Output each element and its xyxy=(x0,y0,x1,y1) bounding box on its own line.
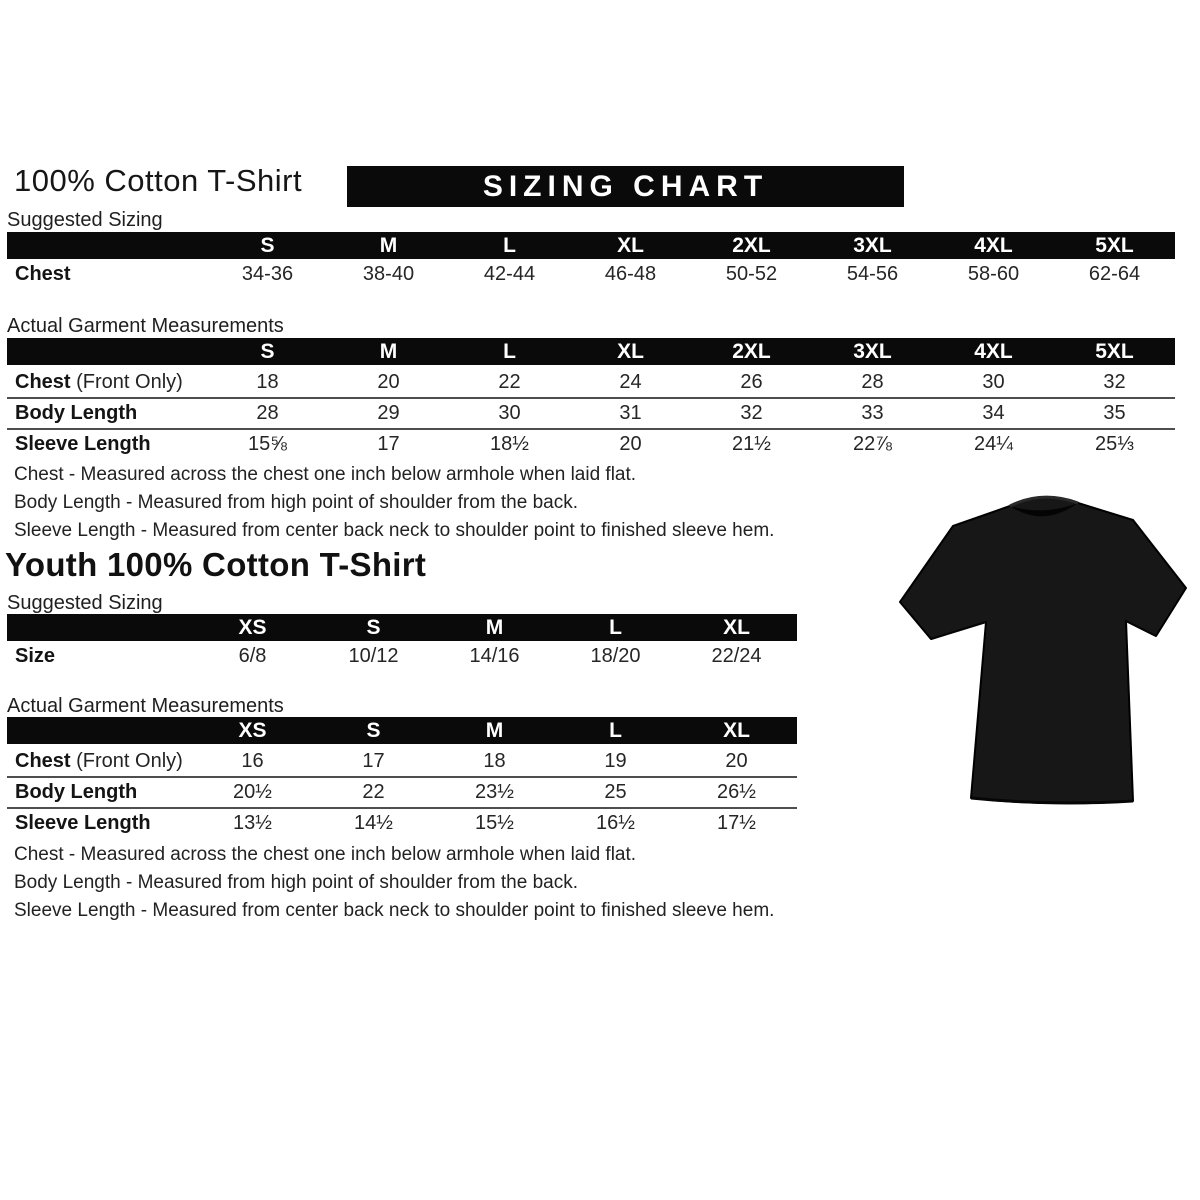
cell: 17 xyxy=(328,429,449,459)
cell: 20 xyxy=(570,429,691,459)
cell: 17½ xyxy=(676,808,797,838)
table-row xyxy=(7,398,1175,429)
note-line: Sleeve Length - Measured from center back neck to shoulder point to finished sleeve hem. xyxy=(14,520,775,541)
row-label: Size xyxy=(15,645,56,667)
row-label: Chest xyxy=(15,263,71,285)
cell: 58-60 xyxy=(967,263,1020,285)
column-header: XL xyxy=(676,717,797,746)
cell: 18 xyxy=(256,371,279,393)
column-header: L xyxy=(555,717,676,746)
cell: 13½ xyxy=(192,808,313,838)
row-label: Chest (Front Only) xyxy=(15,750,183,772)
note-line: Chest - Measured across the chest one inch below armhole when laid flat. xyxy=(14,464,637,485)
cell: 42-44 xyxy=(483,263,536,285)
cell: 30 xyxy=(449,398,570,429)
table-header-row xyxy=(7,338,1175,367)
youth-actual-table xyxy=(7,717,797,838)
cell: 26½ xyxy=(676,777,797,808)
column-header: S xyxy=(313,614,434,641)
adult-actual-label: Actual Garment Measurements xyxy=(7,315,284,337)
cell: 29 xyxy=(328,398,449,429)
cell: 32 xyxy=(691,398,812,429)
row-label: Chest (Front Only) xyxy=(15,371,183,393)
cell: 14½ xyxy=(313,808,434,838)
column-header: XS xyxy=(192,717,313,746)
column-header: S xyxy=(207,338,328,367)
adult-suggested-label: Suggested Sizing xyxy=(7,209,163,231)
cell: 16 xyxy=(241,750,264,772)
table-row xyxy=(7,259,1175,290)
cell: 24¼ xyxy=(933,429,1054,459)
table-header-row xyxy=(7,614,797,641)
table-header-row xyxy=(7,717,797,746)
cell: 25 xyxy=(555,777,676,808)
cell: 22⅞ xyxy=(812,429,933,459)
column-header: 4XL xyxy=(933,232,1054,259)
table-row xyxy=(7,367,1175,399)
table-header-row xyxy=(7,232,1175,259)
note-line: Body Length - Measured from high point of shoulder from the back. xyxy=(14,492,578,513)
row-label: Body Length xyxy=(7,777,192,808)
cell: 16½ xyxy=(555,808,676,838)
adult-suggested-table xyxy=(7,232,1175,290)
cell: 33 xyxy=(812,398,933,429)
column-header: 5XL xyxy=(1054,232,1175,259)
page-title: 100% Cotton T-Shirt xyxy=(14,163,303,198)
note-line: Chest - Measured across the chest one inch below armhole when laid flat. xyxy=(14,844,637,865)
note-line: Sleeve Length - Measured from center back neck to shoulder point to finished sleeve hem. xyxy=(14,900,775,921)
table-row xyxy=(7,429,1175,459)
youth-suggested-label: Suggested Sizing xyxy=(7,592,163,614)
youth-actual-label: Actual Garment Measurements xyxy=(7,695,284,717)
header-spacer xyxy=(7,338,207,367)
header-spacer xyxy=(7,614,192,641)
cell: 32 xyxy=(1103,371,1126,393)
cell: 34-36 xyxy=(241,263,294,285)
youth-suggested-table xyxy=(7,614,797,672)
column-header: XS xyxy=(192,614,313,641)
note-line: Body Length - Measured from high point of shoulder from the back. xyxy=(14,872,578,893)
cell: 34 xyxy=(933,398,1054,429)
column-header: L xyxy=(449,338,570,367)
column-header: S xyxy=(313,717,434,746)
cell: 54-56 xyxy=(846,263,899,285)
cell: 50-52 xyxy=(725,263,778,285)
header-spacer xyxy=(7,232,207,259)
cell: 23½ xyxy=(434,777,555,808)
cell: 30 xyxy=(982,371,1005,393)
cell: 26 xyxy=(740,371,763,393)
cell: 18/20 xyxy=(590,645,641,667)
youth-section-title: Youth 100% Cotton T-Shirt xyxy=(5,546,427,583)
column-header: XL xyxy=(570,338,691,367)
adult-actual-table xyxy=(7,338,1175,459)
cell: 21½ xyxy=(691,429,812,459)
cell: 25⅓ xyxy=(1054,429,1175,459)
cell: 15⅝ xyxy=(207,429,328,459)
header-spacer xyxy=(7,717,192,746)
column-header: S xyxy=(207,232,328,259)
cell: 22/24 xyxy=(711,645,762,667)
column-header: M xyxy=(328,232,449,259)
column-header: XL xyxy=(570,232,691,259)
cell: 20 xyxy=(377,371,400,393)
column-header: L xyxy=(449,232,570,259)
row-label: Body Length xyxy=(7,398,207,429)
column-header: M xyxy=(328,338,449,367)
cell: 6/8 xyxy=(238,645,267,667)
column-header: XL xyxy=(676,614,797,641)
row-label: Sleeve Length xyxy=(7,808,192,838)
cell: 31 xyxy=(570,398,691,429)
column-header: 2XL xyxy=(691,338,812,367)
column-header: M xyxy=(434,717,555,746)
row-label: Sleeve Length xyxy=(7,429,207,459)
column-header: 5XL xyxy=(1054,338,1175,367)
cell: 22 xyxy=(498,371,521,393)
column-header: M xyxy=(434,614,555,641)
cell: 22 xyxy=(313,777,434,808)
table-row xyxy=(7,746,797,778)
cell: 18½ xyxy=(449,429,570,459)
cell: 19 xyxy=(604,750,627,772)
cell: 20½ xyxy=(192,777,313,808)
column-header: 2XL xyxy=(691,232,812,259)
sizing-chart-banner: SIZING CHART xyxy=(347,166,904,207)
column-header: L xyxy=(555,614,676,641)
cell: 35 xyxy=(1054,398,1175,429)
cell: 10/12 xyxy=(348,645,399,667)
cell: 15½ xyxy=(434,808,555,838)
adult-measurement-notes xyxy=(14,461,774,545)
cell: 46-48 xyxy=(604,263,657,285)
black-tshirt-graphic xyxy=(890,470,1198,828)
cell: 28 xyxy=(861,371,884,393)
cell: 38-40 xyxy=(362,263,415,285)
cell: 14/16 xyxy=(469,645,520,667)
column-header: 3XL xyxy=(812,232,933,259)
cell: 28 xyxy=(207,398,328,429)
cell: 24 xyxy=(619,371,642,393)
column-header: 4XL xyxy=(933,338,1054,367)
tshirt-image xyxy=(890,470,1198,833)
column-header: 3XL xyxy=(812,338,933,367)
cell: 18 xyxy=(483,750,506,772)
cell: 17 xyxy=(362,750,385,772)
cell: 20 xyxy=(725,750,748,772)
table-row xyxy=(7,808,797,838)
cell: 62-64 xyxy=(1088,263,1141,285)
table-row xyxy=(7,641,797,672)
youth-measurement-notes xyxy=(14,841,774,925)
table-row xyxy=(7,777,797,808)
